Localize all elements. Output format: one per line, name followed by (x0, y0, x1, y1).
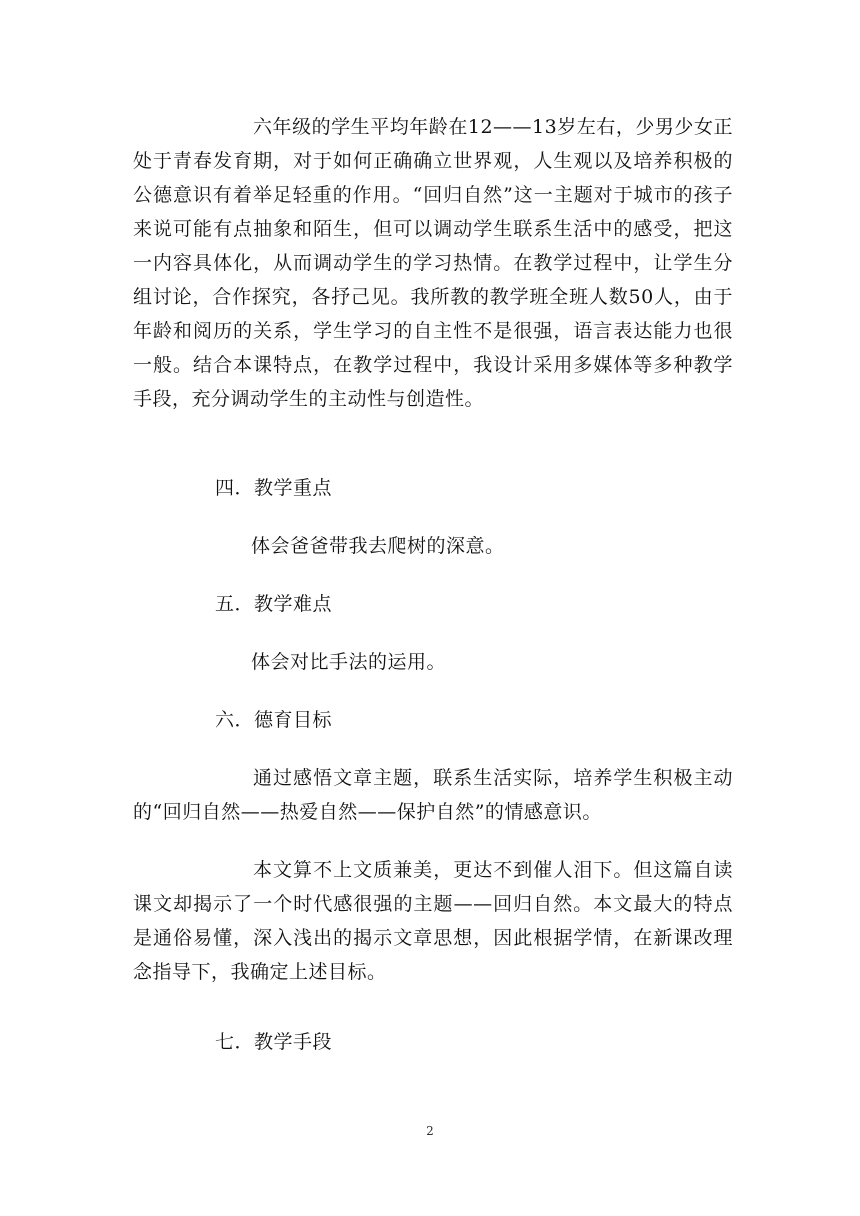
section-heading-teaching-difficulty: 五．教学难点 (215, 593, 333, 615)
body-paragraph-student-analysis: 六年级的学生平均年龄在12——13岁左右，少男少女正处于青春发育期，对于如何正确确立世界观，人生观以及培养积极的公德意识有着举足轻重的作用。“回归自然”这一主题对于城市的孩子来说可能有点抽象和陌生，但可以调动学生联系生活中的感受，把这一内容具体化，从而调动学生的学习热情。在教学过程中，让学生分组讨论，合作探究，各抒己见。我所教的教学班全班人数50人，由于年龄和阅历的关系，学生学习的自主性不是很强，语言表达能力也很一般。结合本课特点，在教学过程中，我设计采用多媒体等多种教学手段，充分调动学生的主动性与创造性。 (133, 116, 733, 410)
section-heading-moral-goal: 六．德育目标 (215, 709, 333, 731)
section-heading-teaching-focus: 四．教学重点 (215, 477, 333, 499)
body-paragraph-teaching-difficulty: 体会对比手法的运用。 (251, 651, 447, 673)
section-heading-teaching-methods: 七．教学手段 (215, 1031, 333, 1053)
page-number: 2 (426, 1124, 434, 1138)
body-paragraph-goal-rationale: 本文算不上文质兼美，更达不到催人泪下。但这篇自读课文却揭示了一个时代感很强的主题——回归自然。本文最大的特点是通俗易懂，深入浅出的揭示文章思想，因此根据学情，在新课改理念指导下，我确定上述目标。 (133, 859, 733, 983)
body-paragraph-teaching-focus: 体会爸爸带我去爬树的深意。 (251, 535, 505, 557)
body-paragraph-moral-goal: 通过感悟文章主题，联系生活实际，培养学生积极主动的“回归自然——热爱自然——保护自然”的情感意识。 (133, 767, 733, 823)
